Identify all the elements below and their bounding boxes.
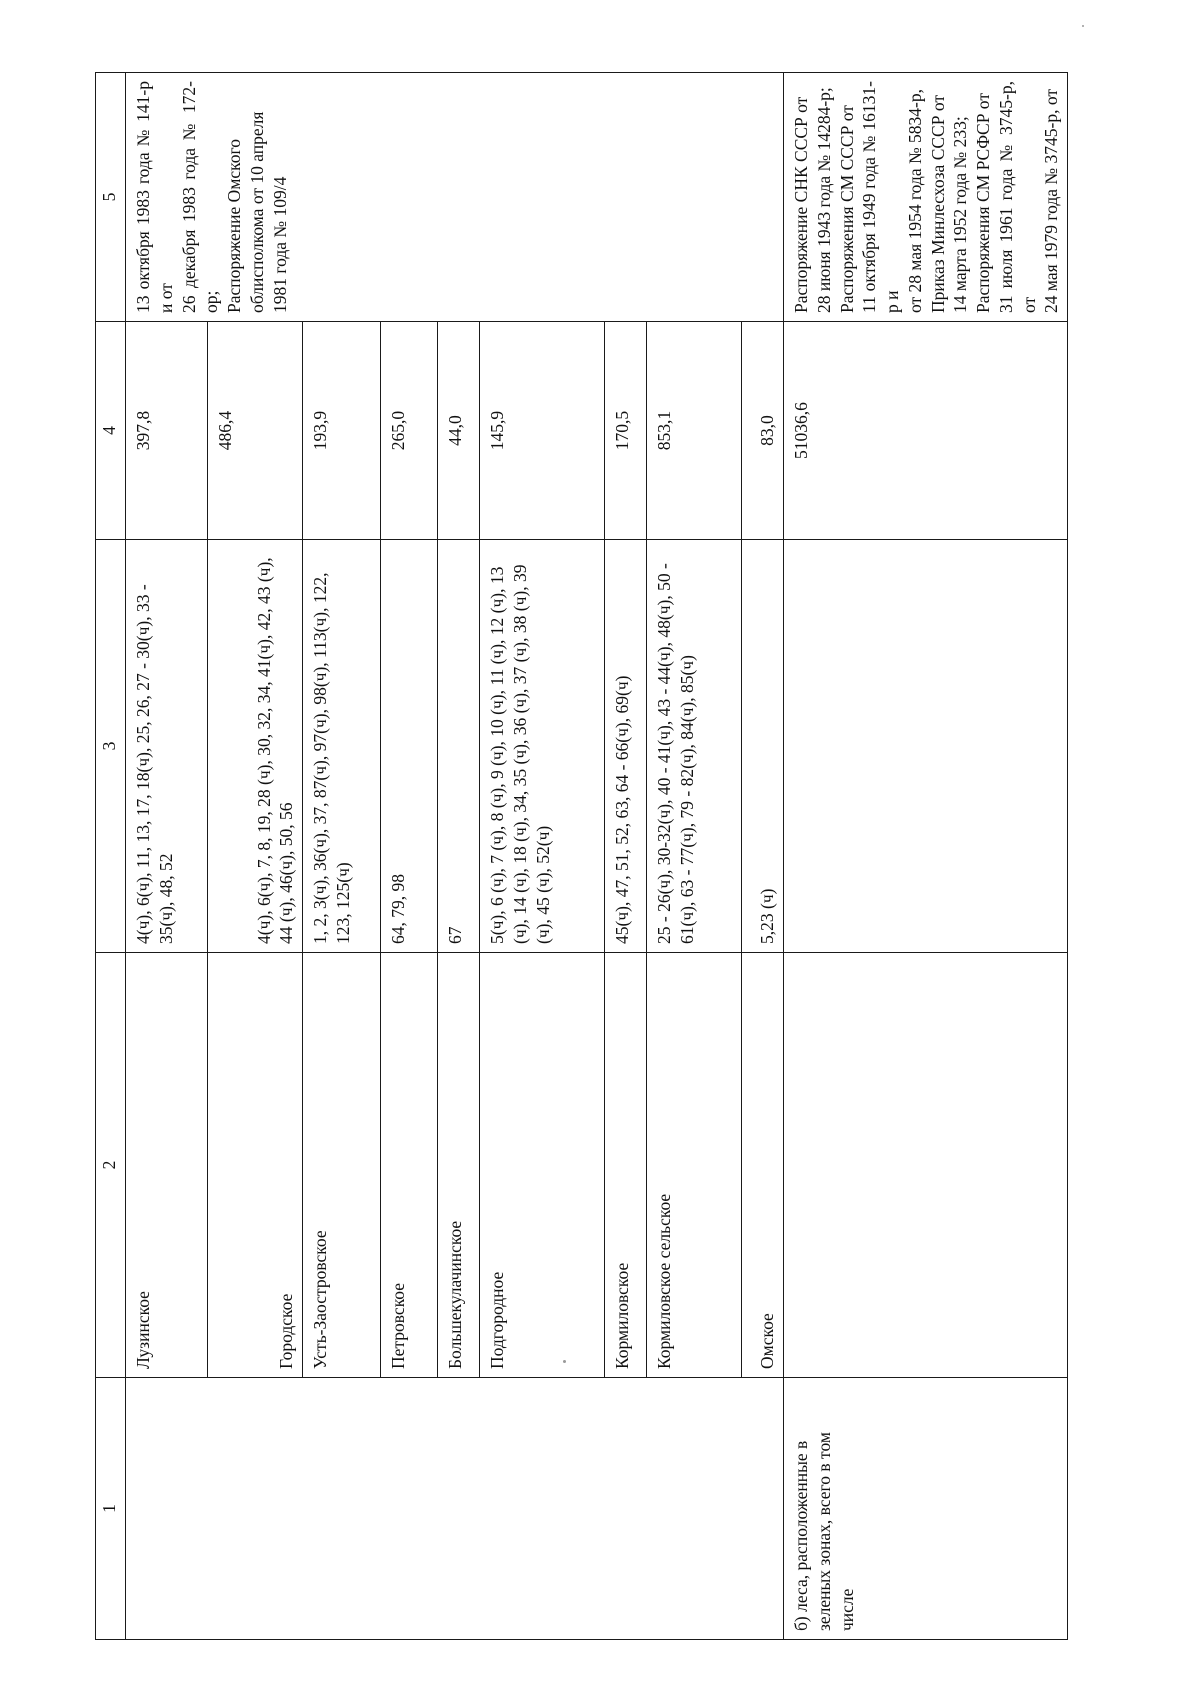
block-numbers: 67	[438, 540, 480, 953]
settlement-name: Подгородное	[480, 953, 605, 1378]
block-numbers: 5(ч), 6 (ч), 7 (ч), 8 (ч), 9 (ч), 10 (ч), 11 (ч), 12 (ч), 13 (ч), 14 (ч), 18 (ч), 34, 35 (ч), 36 (ч), 37 (ч), 38 (ч), 39 (ч), 45 (ч), 52(ч)	[480, 540, 605, 953]
legal-basis-line: от 28 мая 1954 года № 5834-р,	[904, 89, 925, 313]
section-b-col-3	[784, 540, 1068, 953]
category-cell-empty	[126, 1378, 784, 1640]
area-value: 397,8	[126, 322, 208, 540]
area-value: 265,0	[381, 322, 438, 540]
scan-speck	[1082, 25, 1084, 27]
legal-basis-line: 31 июля 1961 года № 3745-р, от	[995, 81, 1039, 313]
legal-basis-line: Распоряжения СМ РСФСР от	[973, 93, 993, 313]
section-b-col-2	[784, 953, 1068, 1378]
block-numbers: 5,23 (ч)	[742, 540, 784, 953]
area-value: 193,9	[303, 322, 381, 540]
settlement-name: Лузинское	[126, 953, 208, 1378]
legal-basis-line: 11 октября 1949 года № 16131-р и	[859, 81, 902, 313]
section-b-row	[784, 73, 1068, 1640]
settlement-name: Кормиловское	[605, 953, 647, 1378]
settlement-name: Омское	[742, 953, 784, 1378]
legal-basis-cell	[126, 73, 784, 322]
legal-basis-line: 13 октября 1983 года № 141-р и от	[133, 81, 176, 313]
legal-basis-line: 14 марта 1952 года № 233;	[950, 116, 971, 313]
legal-basis-line: Распоряжение Омского	[224, 138, 244, 313]
header-col-3: 3	[96, 540, 126, 953]
legal-basis-line: 26 декабря 1983 года № 172-ор;	[178, 81, 222, 313]
legal-basis-line: Распоряжения СМ СССР от	[836, 105, 857, 313]
table-row	[126, 73, 208, 1640]
settlement-name: Кормиловское сельское	[647, 953, 742, 1378]
block-numbers: 1, 2, 3(ч), 36(ч), 37, 87(ч), 97(ч), 98(ч), 113(ч), 122, 123, 125(ч)	[303, 540, 381, 953]
settlement-name: Городское	[208, 953, 303, 1378]
header-col-4: 4	[96, 322, 126, 540]
area-value: 170,5	[605, 322, 647, 540]
section-b-area-total: 51036,6	[784, 322, 1068, 540]
settlement-name: Усть-Заостровское	[303, 953, 381, 1378]
legal-basis-line: Распоряжение СНК СССР от	[791, 96, 811, 313]
legal-basis-line: 28 июня 1943 года № 14284-р;	[813, 87, 834, 313]
block-numbers: 25 - 26(ч), 30-32(ч), 40 - 41(ч), 43 - 44(ч), 48(ч), 50 - 61(ч), 63 - 77(ч), 79 - 82(ч), 84(ч), 85(ч)	[647, 540, 742, 953]
area-value: 145,9	[480, 322, 605, 540]
header-col-1: 1	[96, 1378, 126, 1640]
legal-basis-line: 1981 года № 109/4	[269, 176, 290, 313]
settlement-name: Петровское	[381, 953, 438, 1378]
legal-basis-line: облисполкома от 10 апреля	[246, 111, 267, 313]
block-numbers: 64, 79, 98	[381, 540, 438, 953]
area-value: 853,1	[647, 322, 742, 540]
forest-table	[95, 72, 1068, 1640]
header-row	[96, 73, 126, 1640]
legal-basis-line: Приказ Минлесхоза СССР от	[927, 95, 948, 313]
block-numbers: 45(ч), 47, 51, 52, 63, 64 - 66(ч), 69(ч)	[605, 540, 647, 953]
rotated-table-page	[95, 73, 1135, 1640]
block-numbers: 4(ч), 6(ч), 7, 8, 19, 28 (ч), 30, 32, 34, 41(ч), 42, 43 (ч), 44 (ч), 46(ч), 50, 56	[208, 540, 303, 953]
legal-basis-line: 24 мая 1979 года № 3745-р, от	[1041, 89, 1062, 313]
header-col-5: 5	[96, 73, 126, 322]
area-value: 83,0	[742, 322, 784, 540]
area-value: 486,4	[208, 322, 303, 540]
header-col-2: 2	[96, 953, 126, 1378]
area-value: 44,0	[438, 322, 480, 540]
settlement-name: Большекулачинское	[438, 953, 480, 1378]
section-b-category: б) леса, расположенные в зеленых зонах, всего в том числе	[784, 1378, 1068, 1640]
block-numbers: 4(ч), 6(ч), 11, 13, 17, 18(ч), 25, 26, 27 - 30(ч), 33 - 35(ч), 48, 52	[126, 540, 208, 953]
section-b-legal-basis	[784, 73, 1068, 322]
